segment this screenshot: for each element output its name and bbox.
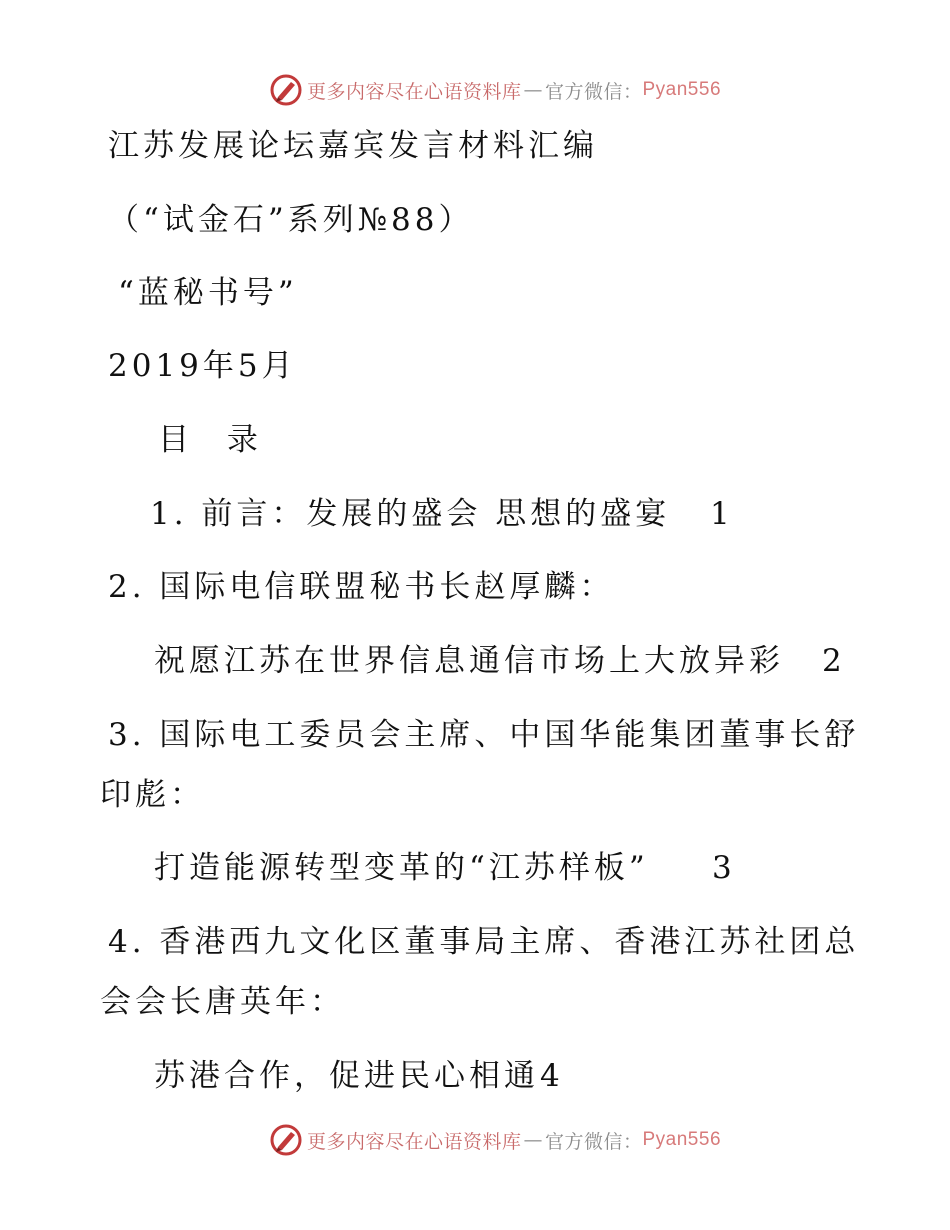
- publisher-label: “蓝秘书号”: [118, 275, 298, 311]
- banner-wechat-id: Pyan556: [642, 1129, 722, 1150]
- toc-entry-2-subtitle[interactable]: 祝愿江苏在世界信息通信市场上大放异彩: [154, 643, 784, 679]
- toc-entry-4-subtitle[interactable]: 苏港合作，促进民心相通: [154, 1058, 539, 1094]
- banner-wechat-label: 官方微信：: [544, 1130, 643, 1153]
- toc-page-number: 1: [710, 496, 730, 532]
- toc-entry-3[interactable]: 3. 国际电工委员会主席、中国华能集团董事长舒: [108, 717, 860, 753]
- toc-entry-4[interactable]: 4. 香港西九文化区董事局主席、香港江苏社团总: [108, 924, 860, 960]
- banner-wechat-id: Pyan556: [642, 79, 722, 100]
- pen-logo-icon: [269, 1123, 303, 1157]
- toc-entry-text: 1. 前言：发展的盛会 思想的盛宴: [150, 496, 671, 532]
- banner-separator: —: [523, 1129, 543, 1151]
- banner-separator: —: [523, 79, 543, 101]
- toc-page-number: 3: [712, 850, 732, 886]
- toc-page-number: 4: [540, 1058, 560, 1094]
- toc-entry-1[interactable]: [150, 494, 670, 534]
- toc-entry-3-continued[interactable]: 印彪：: [100, 777, 205, 813]
- footer-watermark-banner: [0, 1120, 950, 1160]
- toc-entry-3-subtitle[interactable]: 打造能源转型变革的“江苏样板”: [154, 850, 649, 886]
- header-watermark-banner: [0, 70, 950, 110]
- banner-main-text: 更多内容尽在心语资料库: [306, 80, 522, 103]
- toc-page-number: 2: [822, 643, 842, 679]
- toc-entry-4-continued[interactable]: 会会长唐英年：: [100, 984, 345, 1020]
- banner-main-text: 更多内容尽在心语资料库: [306, 1130, 522, 1153]
- banner-wechat-label: 官方微信：: [544, 80, 643, 103]
- toc-heading: 目 录: [158, 422, 272, 458]
- date-label: 2019年5月: [108, 348, 297, 384]
- document-title: 江苏发展论坛嘉宾发言材料汇编: [108, 128, 598, 164]
- toc-entry-2[interactable]: 2. 国际电信联盟秘书长赵厚麟：: [108, 569, 615, 605]
- series-label: （“试金石”系列№88）: [108, 202, 474, 238]
- pen-logo-icon: [269, 73, 303, 107]
